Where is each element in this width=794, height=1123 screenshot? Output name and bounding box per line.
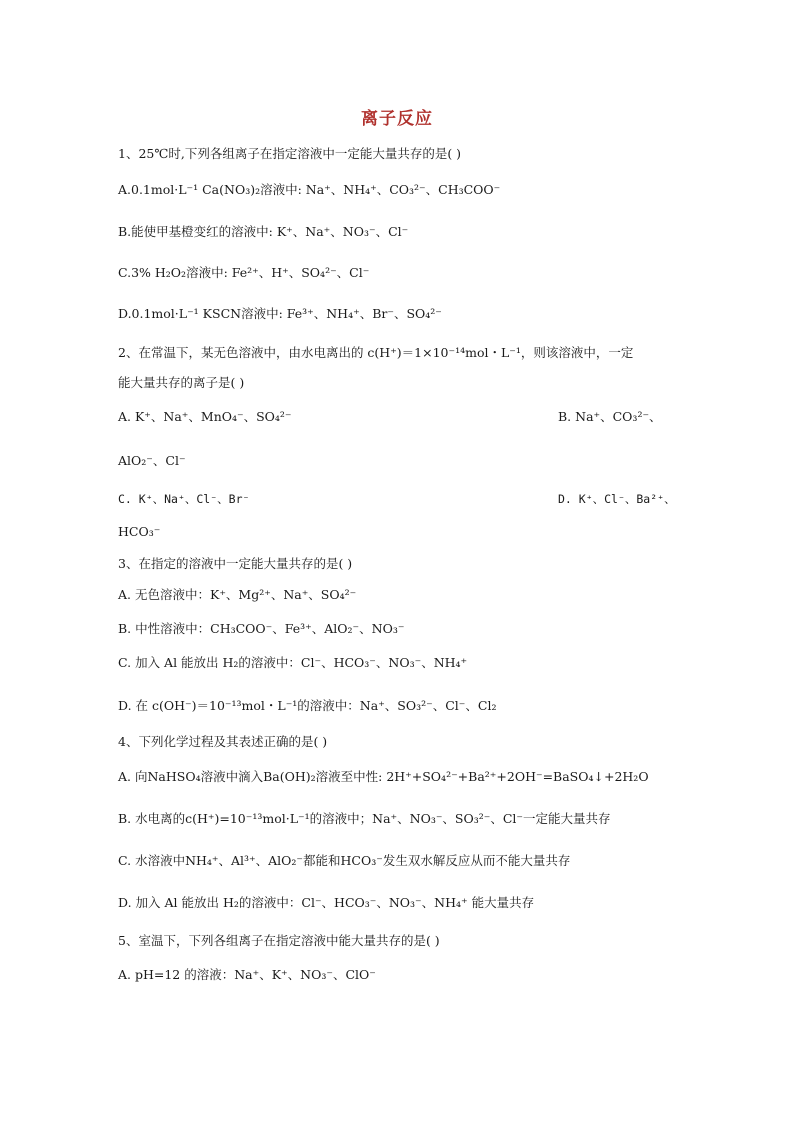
question-3-option-d: D. 在 c(OH⁻)＝10⁻¹³mol・L⁻¹的溶液中：Na⁺、SO₃²⁻、Cl⁻、Cl₂: [118, 698, 497, 713]
question-4-option-d: D. 加入 Al 能放出 H₂的溶液中：Cl⁻、HCO₃⁻、NO₃⁻、NH₄⁺ 能大量共存: [118, 895, 535, 910]
page-title: 离子反应: [361, 109, 433, 129]
question-4-option-c: C. 水溶液中NH₄⁺、Al³⁺、AlO₂⁻都能和HCO₃⁻发生双水解反应从而不能大量共存: [118, 853, 571, 868]
question-2-stem-line-1: 2、在常温下，某无色溶液中，由水电离出的 c(H⁺)＝1×10⁻¹⁴mol・L⁻¹，则该溶液中，一定: [118, 345, 634, 360]
question-2-option-b-continued: AlO₂⁻、Cl⁻: [118, 453, 186, 468]
question-1-option-a: A.0.1mol·L⁻¹ Ca(NO₃)₂溶液中: Na⁺、NH₄⁺、CO₃²⁻、CH₃COO⁻: [118, 182, 501, 197]
question-5-stem: 5、室温下，下列各组离子在指定溶液中能大量共存的是( ): [118, 933, 440, 948]
question-2-option-b: B. Na⁺、CO₃²⁻、: [558, 409, 662, 424]
question-3-option-c: C. 加入 Al 能放出 H₂的溶液中：Cl⁻、HCO₃⁻、NO₃⁻、NH₄⁺: [118, 655, 468, 670]
question-1-option-d: D.0.1mol·L⁻¹ KSCN溶液中: Fe³⁺、NH₄⁺、Br⁻、SO₄²⁻: [118, 306, 442, 321]
question-2-option-c: C. K⁺、Na⁺、Cl⁻、Br⁻: [118, 492, 250, 506]
question-3-stem: 3、在指定的溶液中一定能大量共存的是( ): [118, 556, 353, 571]
question-1-option-b: B.能使甲基橙变红的溶液中: K⁺、Na⁺、NO₃⁻、Cl⁻: [118, 224, 409, 239]
question-1-option-c: C.3% H₂O₂溶液中: Fe²⁺、H⁺、SO₄²⁻、Cl⁻: [118, 265, 370, 280]
question-2-stem-line-2: 能大量共存的离子是( ): [118, 375, 245, 390]
question-4-stem: 4、下列化学过程及其表述正确的是( ): [118, 734, 328, 749]
question-3-option-a: A. 无色溶液中：K⁺、Mg²⁺、Na⁺、SO₄²⁻: [118, 587, 357, 602]
question-1-stem: 1、25℃时,下列各组离子在指定溶液中一定能大量共存的是( ): [118, 146, 462, 161]
question-2-option-d-continued: HCO₃⁻: [118, 524, 161, 539]
question-4-option-b: B. 水电离的c(H⁺)=10⁻¹³mol·L⁻¹的溶液中；Na⁺、NO₃⁻、SO₃²⁻、Cl⁻一定能大量共存: [118, 811, 611, 826]
question-2-option-a: A. K⁺、Na⁺、MnO₄⁻、SO₄²⁻: [118, 409, 292, 424]
question-4-option-a: A. 向NaHSO₄溶液中滴入Ba(OH)₂溶液至中性: 2H⁺+SO₄²⁻+Ba²⁺+2OH⁻=BaSO₄↓+2H₂O: [118, 769, 649, 784]
question-2-option-d: D. K⁺、Cl⁻、Ba²⁺、: [558, 492, 676, 506]
question-5-option-a: A. pH=12 的溶液：Na⁺、K⁺、NO₃⁻、ClO⁻: [118, 967, 376, 982]
question-3-option-b: B. 中性溶液中：CH₃COO⁻、Fe³⁺、AlO₂⁻、NO₃⁻: [118, 621, 405, 636]
